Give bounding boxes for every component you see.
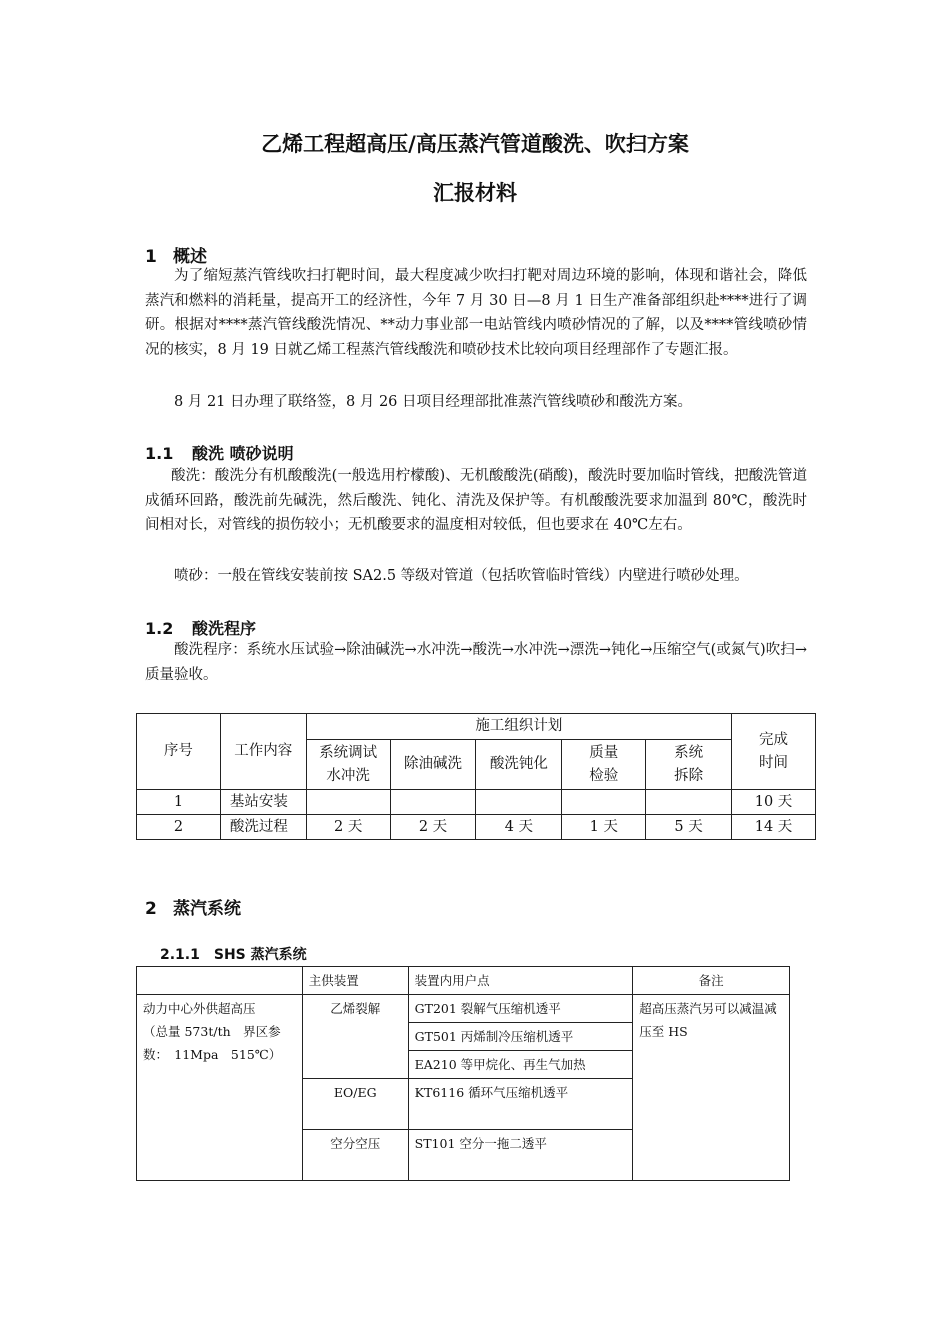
header-main-unit: 主供装置: [302, 967, 408, 995]
cell-days: [476, 790, 562, 815]
cell-done: 14 天: [732, 815, 816, 840]
subheader-line1: 系统: [674, 744, 704, 761]
section-2-1-1-heading: 2.1.1 SHS 蒸汽系统: [160, 947, 307, 963]
user-point-cell: EA210 等甲烷化、再生气加热: [408, 1051, 633, 1079]
section-title: 蒸汽系统: [173, 899, 241, 919]
cell-seq: 1: [137, 790, 221, 815]
steam-source-cell: [137, 995, 303, 1181]
header-seq: 序号: [137, 714, 221, 790]
cell-days: 2 天: [390, 815, 476, 840]
note-cell: 超高压蒸汽另可以减温减压至 HS: [633, 995, 790, 1181]
cell-work: 基站安装: [220, 790, 306, 815]
unit-cell: EO/EG: [302, 1079, 408, 1130]
section-number: 1.1: [145, 444, 174, 463]
cell-done: 10 天: [732, 790, 816, 815]
cell-seq: 2: [137, 815, 221, 840]
header-done-line2: 时间: [759, 754, 789, 771]
document-title: 乙烯工程超高压/高压蒸汽管道酸洗、吹扫方案: [261, 132, 689, 156]
cell-days: [646, 790, 732, 815]
section-number: 1: [145, 247, 157, 267]
user-point-cell: GT501 丙烯制冷压缩机透平: [408, 1023, 633, 1051]
unit-cell: 乙烯裂解: [302, 995, 408, 1079]
section-1-1-paragraph-2: 喷砂：一般在管线安装前按 SA2.5 等级对管道（包括吹管临时管线）内壁进行喷砂处理。: [174, 568, 749, 584]
section-title: 酸洗程序: [192, 619, 257, 638]
table-row: [137, 815, 816, 840]
subheader-line2: 水冲洗: [326, 767, 370, 784]
section-number: 1.2: [145, 619, 174, 638]
header-work: 工作内容: [220, 714, 306, 790]
cell-days: [306, 790, 390, 815]
subheader-line1: 除油碱洗: [404, 756, 463, 772]
user-point-cell: KT6116 循环气压缩机透平: [408, 1079, 633, 1130]
section-title: 酸洗 喷砂说明: [192, 444, 294, 463]
section-1-paragraph-2: 8 月 21 日办理了联络签，8 月 26 日项目经理部批准蒸汽管线喷砂和酸洗方案。: [174, 394, 693, 410]
section-1-1-heading: [145, 441, 294, 464]
header-empty: [137, 967, 303, 995]
section-2-heading: [145, 894, 241, 919]
subheader-cell: [306, 740, 390, 790]
header-done: [732, 714, 816, 790]
cell-days: 2 天: [306, 815, 390, 840]
header-plan-group: 施工组织计划: [306, 714, 731, 740]
subheader-line1: 质量: [589, 744, 619, 761]
user-point-cell: ST101 空分一拖二透平: [408, 1130, 633, 1181]
subheader-cell: [562, 740, 646, 790]
header-note: 备注: [633, 967, 790, 995]
shs-steam-table: [136, 966, 790, 1181]
header-done-line1: 完成: [759, 731, 789, 748]
cell-days: 4 天: [476, 815, 562, 840]
cell-days: [562, 790, 646, 815]
user-point-cell: GT201 裂解气压缩机透平: [408, 995, 633, 1023]
subheader-cell: [390, 740, 476, 790]
cell-work: 酸洗过程: [220, 815, 306, 840]
source-line: （总量 573t/th 界区参: [143, 1024, 281, 1039]
section-1-paragraph-1: 为了缩短蒸汽管线吹扫打靶时间，最大程度减少吹扫打靶对周边环境的影响，体现和谐社会，降低蒸汽和燃料的消耗量，提高开工的经济性，今年 7 月 30 日—8 月 1 日生产准备部组织赴****进行了调研。根据对****蒸汽管线酸洗情况、**动力事业部一电站管线内喷砂情况的了解，以及****管线喷砂情况的核实，8 月 19 日就乙烯工程蒸汽管线酸洗和喷砂技术比较向项目经理部作了专题汇报。: [145, 268, 807, 358]
section-1-2-paragraph: 酸洗程序：系统水压试验→除油碱洗→水冲洗→酸洗→水冲洗→漂洗→钝化→压缩空气(或氮气)吹扫→质量验收。: [145, 642, 807, 683]
section-number: 2: [145, 899, 157, 919]
subheader-line2: 检验: [589, 767, 619, 784]
section-1-1-paragraph-1: 酸洗：酸洗分有机酸酸洗(一般选用柠檬酸)、无机酸酸洗(硝酸)，酸洗时要加临时管线，把酸洗管道成循环回路，酸洗前先碱洗，然后酸洗、钝化、清洗及保护等。有机酸酸洗要求加温到 80℃，酸洗时间相对长，对管线的损伤较小；无机酸要求的温度相对较低，但也要求在 40℃左右。: [145, 468, 807, 533]
construction-plan-table: [136, 713, 816, 840]
subheader-cell: [476, 740, 562, 790]
subheader-cell: [646, 740, 732, 790]
cell-days: 5 天: [646, 815, 732, 840]
unit-cell: 空分空压: [302, 1130, 408, 1181]
section-1-2-heading: [145, 616, 256, 639]
source-line: 数： 11Mpa 515℃）: [143, 1047, 282, 1062]
cell-days: [390, 790, 476, 815]
header-user-points: 装置内用户点: [408, 967, 633, 995]
document-subtitle: 汇报材料: [433, 181, 517, 205]
cell-days: 1 天: [562, 815, 646, 840]
section-title: 概述: [173, 247, 207, 267]
source-line: 动力中心外供超高压: [143, 1001, 256, 1016]
subheader-line1: 系统调试: [319, 744, 378, 761]
subheader-line2: 拆除: [674, 767, 704, 784]
table-row: [137, 790, 816, 815]
subheader-line1: 酸洗钝化: [489, 756, 548, 772]
